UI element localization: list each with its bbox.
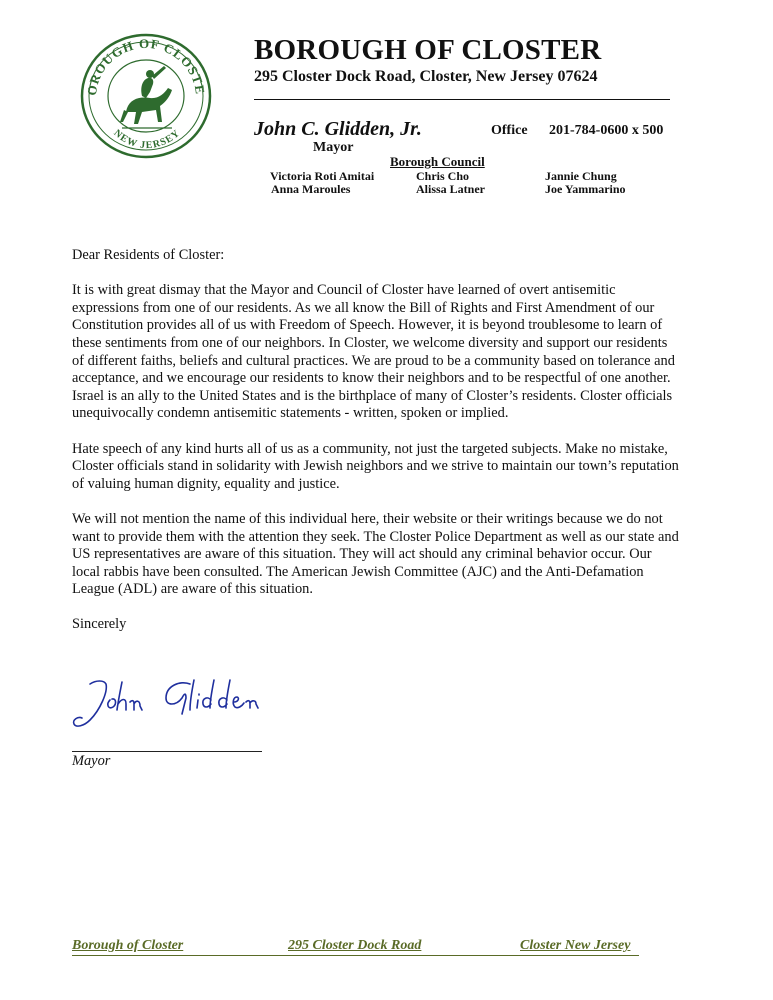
seal-graphic xyxy=(76,30,216,160)
council-heading: Borough Council xyxy=(390,154,485,169)
paragraph: It is with great dismay that the Mayor and Council of Closter have learned of overt antisemitic expressions from one of our residents. As we all know the Bill of Rights and First Amendment of our Constitution provides all of us with Freedom of Speech. However, it is beyond troublesome to learn of these sentiments from one of our neighbors. In Closter, we welcome diversity and support our residents of different faiths, beliefs and cultural practices. We are proud to be a community based on tolerance and acceptance, and we encourage our residents to know their neighbors and to be respectful of one another. Israel is an ally to the United States and is the birthplace of many of Closter’s residents. Closter officials unequivocally condemn antisemitic statements - written, spoken or implied. xyxy=(72,282,675,422)
salutation: Dear Residents of Closter: xyxy=(72,247,225,263)
seal-text-bottom: NEW JERSEY xyxy=(111,127,183,152)
header-divider xyxy=(254,99,670,100)
letter-body xyxy=(72,247,682,652)
borough-address: 295 Closter Dock Road, Closter, New Jersey 07624 xyxy=(254,68,598,85)
signature-icon xyxy=(70,670,280,732)
seal-text-top: OROUGH OF CLOSTE xyxy=(83,35,209,97)
horse-rider-icon xyxy=(120,66,172,124)
borough-title: BOROUGH OF CLOSTER xyxy=(254,34,602,66)
signer-title: Mayor xyxy=(72,753,111,769)
footer-borough: Borough of Closter xyxy=(72,938,184,953)
svg-text:NEW JERSEY xyxy=(111,128,182,151)
council-member: Anna Maroules xyxy=(271,182,351,196)
paragraph: Hate speech of any kind hurts all of us as a community, not just the targeted subjects. Make no mistake, Closter officials stand in solidarity with Jewish neighbors and we strive to maintain our town’s reputation of valuing human dignity, equality and justice. xyxy=(72,440,679,492)
footer-address: 295 Closter Dock Road xyxy=(288,938,422,953)
office-phone: 201-784-0600 x 500 xyxy=(549,123,664,138)
borough-seal xyxy=(76,30,216,160)
council-member: Victoria Roti Amitai xyxy=(270,169,375,183)
footer-rule xyxy=(72,955,639,956)
paragraph: We will not mention the name of this individual here, their website or their writings because we do not want to provide them with the attention they seek. The Closter Police Department as well as our state and US representatives are aware of this situation. They will act should any criminal behavior occur. Our local rabbis have been consulted. The American Jewish Committee (AJC) and the Anti-Defamation League (ADL) are aware of this situation. xyxy=(72,510,679,598)
office-label: Office xyxy=(491,123,528,138)
mayor-title: Mayor xyxy=(313,140,354,155)
footer-location: Closter New Jersey xyxy=(520,938,631,953)
signature-line xyxy=(72,751,262,752)
closing: Sincerely xyxy=(72,616,127,633)
mayor-signature xyxy=(70,670,280,732)
council-member: Chris Cho xyxy=(416,169,470,183)
council-member: Alissa Latner xyxy=(416,182,485,196)
mayor-name: John C. Glidden, Jr. xyxy=(254,118,422,140)
council-member: Jannie Chung xyxy=(545,169,617,183)
council-member: Joe Yammarino xyxy=(545,182,626,196)
